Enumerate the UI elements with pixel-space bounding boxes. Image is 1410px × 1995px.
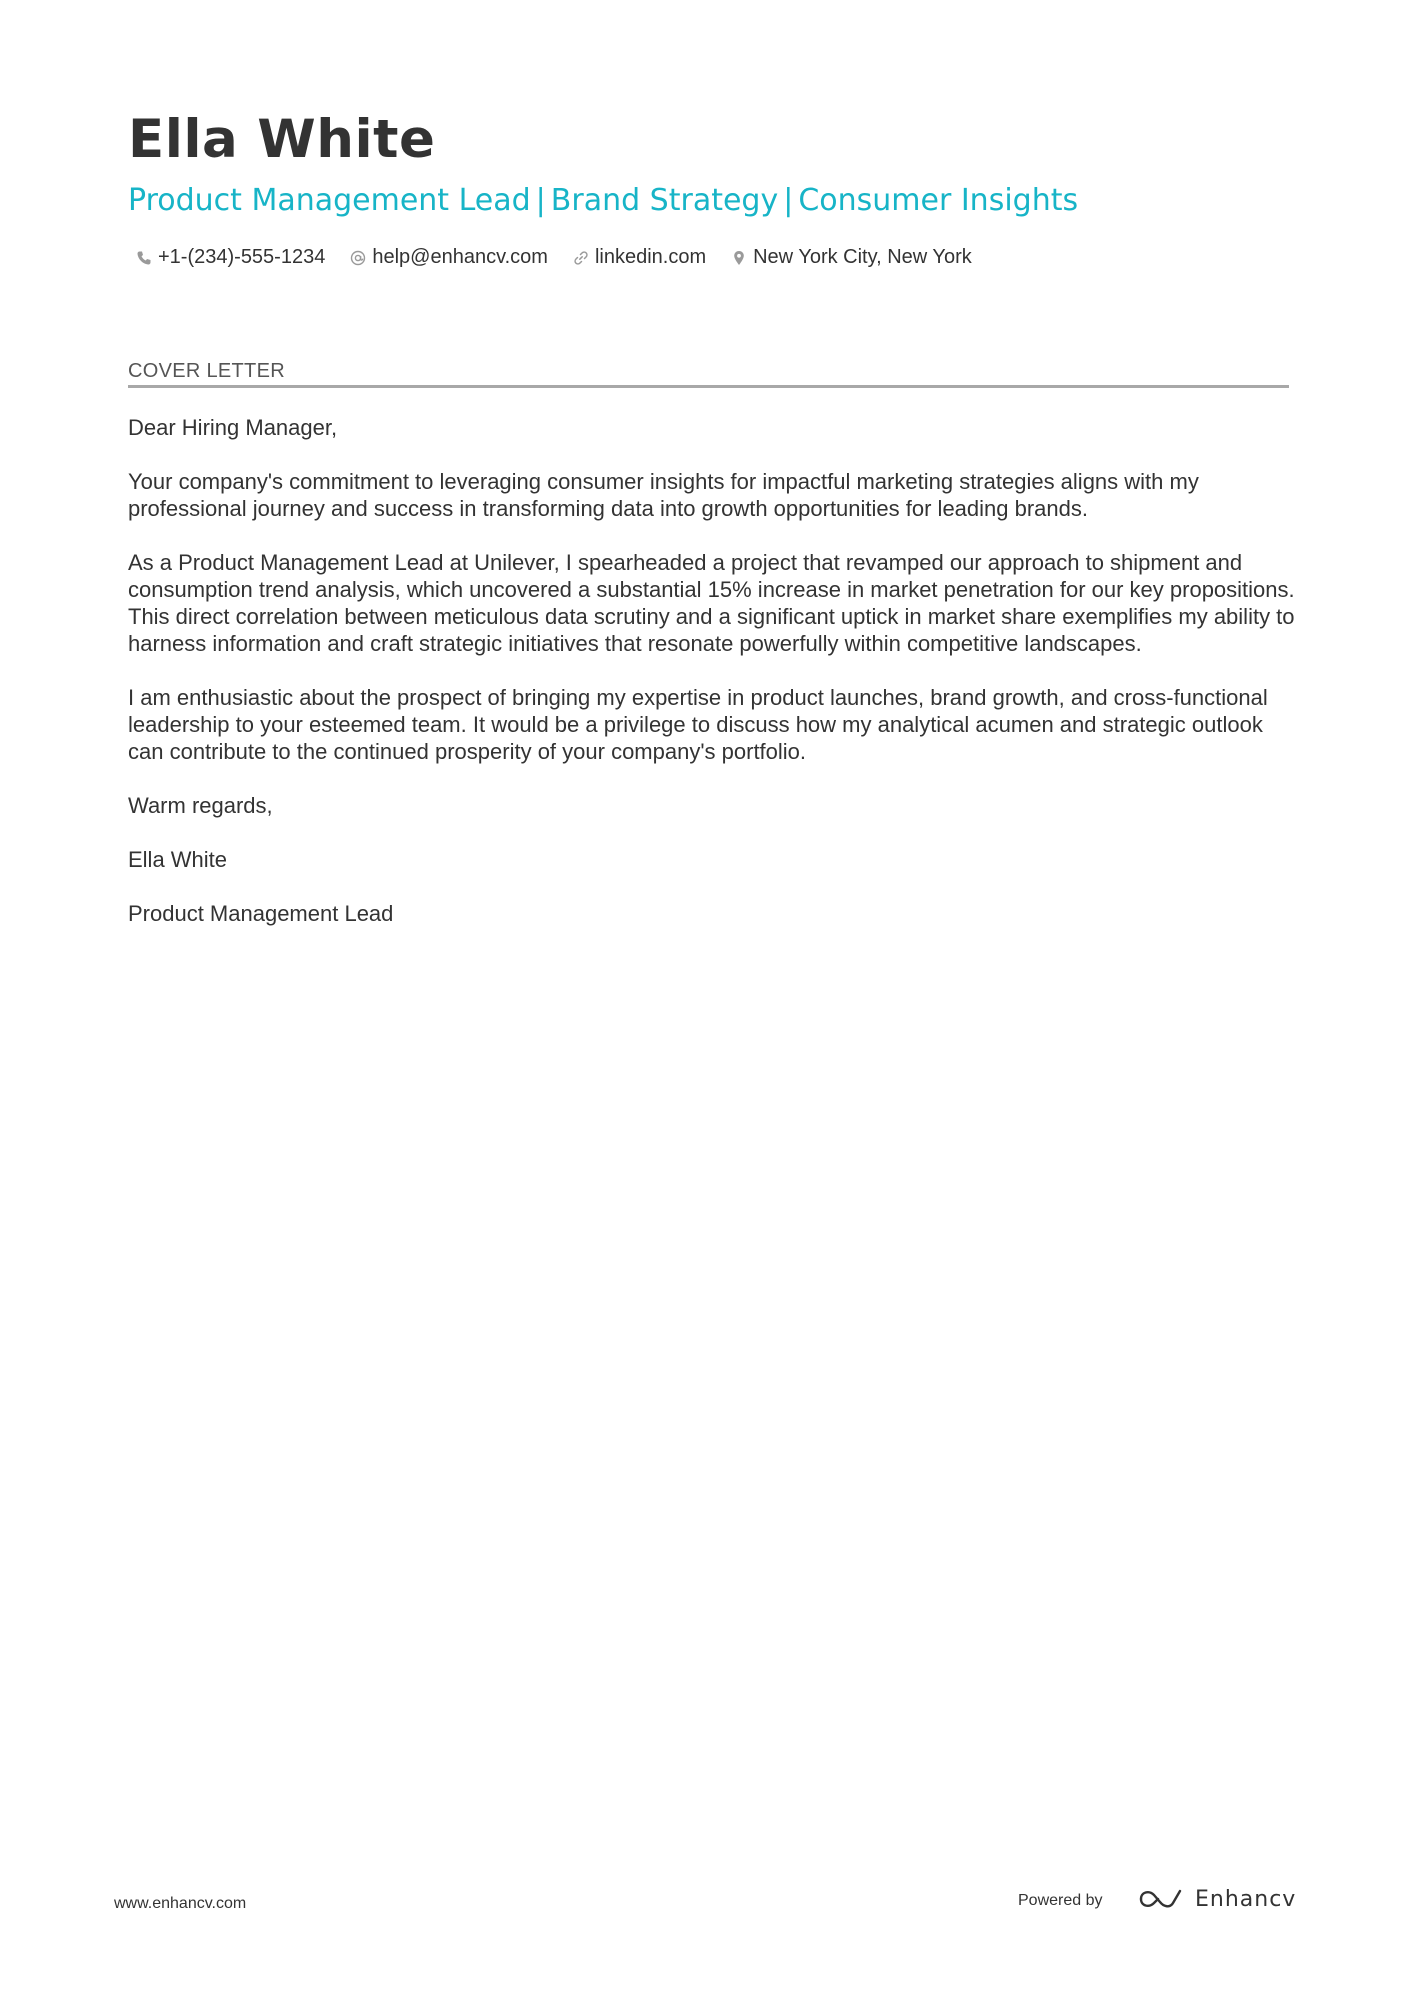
headline-separator: | [535,183,546,218]
signature-name: Ella White [128,847,228,872]
contact-email-text: help@enhancv.com [372,246,548,268]
section-divider [128,385,1289,388]
headline-focus-2: Consumer Insights [798,183,1079,218]
phone-icon [136,250,152,266]
contact-location [731,246,972,269]
letter-salutation: Dear Hiring Manager, [128,415,338,440]
enhancv-logo-icon [1137,1884,1185,1914]
contact-linkedin-text: linkedin.com [594,246,707,268]
applicant-name: Ella White [128,109,436,170]
section-title: COVER LETTER [128,360,285,382]
contact-linkedin[interactable] [573,246,706,269]
link-icon [573,250,589,266]
contact-phone[interactable] [136,246,325,269]
at-icon [350,250,366,266]
letter-paragraph: Your company's commitment to leveraging consumer insights for impactful marketing strategies aligns with my professional journey and success in transforming data into growth opportunities for leading brands. [128,469,1199,521]
brand-logo[interactable] [1137,1884,1296,1914]
contact-location-text: New York City, New York [753,246,972,268]
contact-bar [136,246,997,269]
headline-focus-1: Brand Strategy [550,183,779,218]
contact-phone-text: +1-(234)-555-1234 [158,246,326,268]
letter-closing: Warm regards, [128,793,273,818]
headline-role: Product Management Lead [128,183,531,218]
location-pin-icon [731,250,747,266]
signature-title: Product Management Lead [128,901,394,926]
letter-body [128,414,1298,954]
brand-name: Enhancv [1195,1886,1297,1912]
headline-separator: | [783,183,794,218]
letter-paragraph: I am enthusiastic about the prospect of bringing my expertise in product launches, brand growth, and cross-functional leadership to your esteemed team. It would be a privilege to discuss how my analytical acumen and strategic outlook can contribute to the continued prosperity of your company's portfolio. [128,685,1268,764]
footer-website-link[interactable]: www.enhancv.com [114,1895,247,1912]
letter-paragraph: As a Product Management Lead at Unilever, I spearheaded a project that revamped our approach to shipment and consumption trend analysis, which uncovered a substantial 15% increase in market penetration for our key propositions. This direct correlation between meticulous data scrutiny and a significant uptick in market share exemplifies my ability to harness information and craft strategic initiatives that resonate powerfully within competitive landscapes. [128,550,1295,656]
powered-by-label: Powered by [1018,1892,1103,1909]
headline [128,183,1078,219]
contact-email[interactable] [350,246,548,269]
